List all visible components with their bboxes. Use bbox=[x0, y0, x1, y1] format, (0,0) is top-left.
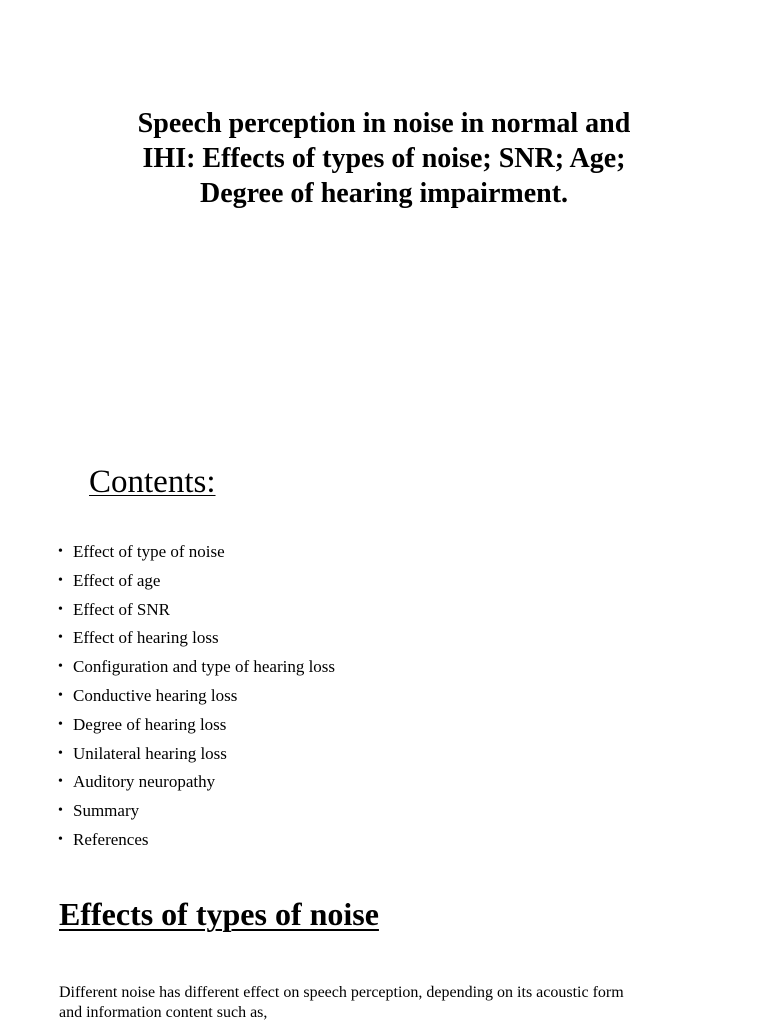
bullet-icon: • bbox=[58, 745, 63, 761]
bullet-icon: • bbox=[58, 659, 63, 675]
contents-item bbox=[0, 826, 335, 855]
contents-item-label: Effect of SNR bbox=[73, 599, 170, 619]
bullet-icon: • bbox=[58, 630, 63, 646]
contents-item-label: Degree of hearing loss bbox=[73, 714, 227, 734]
contents-item bbox=[0, 567, 335, 596]
contents-item-label: Effect of age bbox=[73, 570, 161, 590]
contents-item-label: Auditory neuropathy bbox=[73, 772, 216, 792]
bullet-icon: • bbox=[58, 687, 63, 703]
contents-item bbox=[0, 740, 335, 769]
contents-item-label: Effect of hearing loss bbox=[73, 628, 219, 648]
bullet-icon: • bbox=[58, 774, 63, 790]
paragraph-line-2: and information content such as, bbox=[59, 1004, 268, 1021]
bullet-icon: • bbox=[58, 601, 63, 617]
bullet-icon: • bbox=[58, 716, 63, 732]
bullet-icon: • bbox=[58, 803, 63, 819]
title-line-3: Degree of hearing impairment. bbox=[199, 178, 569, 209]
contents-item-label: Configuration and type of hearing loss bbox=[73, 657, 336, 677]
document-title bbox=[60, 106, 708, 211]
bullet-icon: • bbox=[58, 572, 63, 588]
contents-list bbox=[0, 538, 335, 855]
contents-item bbox=[0, 768, 335, 797]
section-paragraph bbox=[59, 983, 709, 1023]
contents-item bbox=[0, 538, 335, 567]
contents-item-label: Conductive hearing loss bbox=[73, 685, 238, 705]
contents-item bbox=[0, 596, 335, 625]
contents-item-label: Unilateral hearing loss bbox=[73, 743, 227, 763]
title-line-1: Speech perception in noise in normal and bbox=[137, 108, 631, 139]
contents-item bbox=[0, 624, 335, 653]
section-heading: Effects of types of noise bbox=[59, 896, 379, 932]
contents-heading: Contents: bbox=[89, 464, 216, 500]
contents-item bbox=[0, 682, 335, 711]
contents-item bbox=[0, 711, 335, 740]
contents-item-label: References bbox=[73, 829, 149, 849]
contents-item bbox=[0, 797, 335, 826]
paragraph-line-1: Different noise has different effect on speech perception, depending on its acoustic form bbox=[59, 984, 624, 1001]
bullet-icon: • bbox=[58, 544, 63, 559]
bullet-icon: • bbox=[58, 831, 63, 847]
contents-item-label: Effect of type of noise bbox=[73, 542, 225, 561]
title-line-2: IHI: Effects of types of noise; SNR; Age; bbox=[142, 143, 626, 174]
contents-item bbox=[0, 653, 335, 682]
contents-item-label: Summary bbox=[73, 801, 140, 821]
